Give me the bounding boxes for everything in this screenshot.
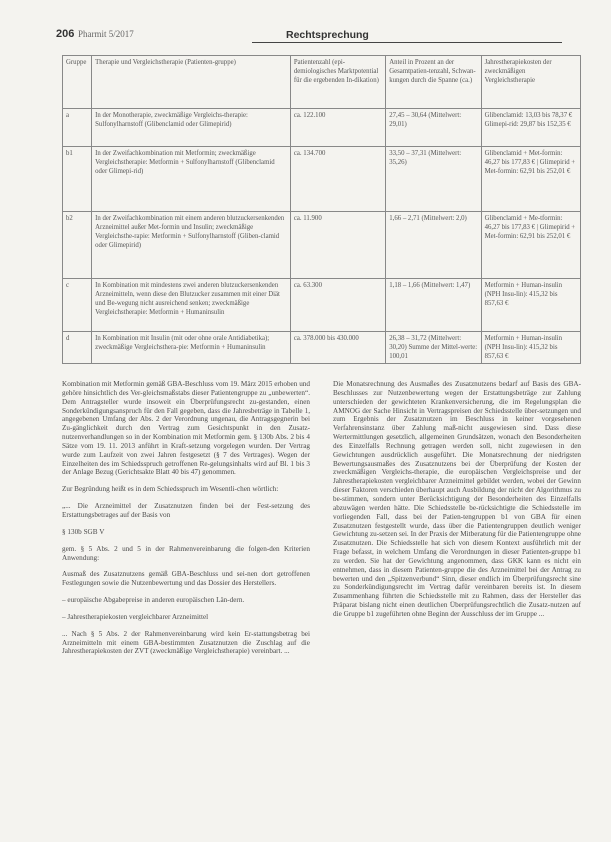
- cell-costs: Glibenclamid: 13,03 bis 78,37 € Glimepi-rid: 29,87 bis 152,35 €: [481, 109, 580, 147]
- table-row: [63, 332, 581, 364]
- journal-name: Pharmit 5/2017: [78, 29, 134, 39]
- paragraph: gem. § 5 Abs. 2 und 5 in der Rahmenvereinbarung die folgen-den Kriterien Anwendung:: [62, 544, 310, 562]
- cell-share: 1,18 – 1,66 (Mittelwert: 1,47): [386, 279, 481, 332]
- cell-group: c: [63, 279, 92, 332]
- cell-share: 27,45 – 30,64 (Mittelwert: 29,01): [386, 109, 481, 147]
- cell-patients: ca. 378.000 bis 430.000: [290, 332, 385, 364]
- section-title: Rechtsprechung: [286, 29, 369, 41]
- header-rule: [252, 42, 562, 43]
- cell-patients: ca. 122.100: [290, 109, 385, 147]
- cell-costs: Metformin + Human-insulin (NPH Insu-lin): 415,32 bis 857,63 €: [481, 332, 580, 364]
- cell-patients: ca. 11.900: [290, 212, 385, 279]
- cell-share: 1,66 – 2,71 (Mittelwert: 2,0): [386, 212, 481, 279]
- cell-costs: Metformin + Human-insulin (NPH Insu-lin): 415,32 bis 857,63 €: [481, 279, 580, 332]
- cell-therapy: In der Zweifachkombination mit Metformin; zweckmäßige Vergleichstherapie: Metformin + Sulfonylharnstoff (Glibenclamid oder Glimepi-rid): [92, 147, 291, 212]
- right-text-column: [333, 380, 581, 619]
- cell-group: b1: [63, 147, 92, 212]
- cell-group: a: [63, 109, 92, 147]
- cell-share: 26,38 – 31,72 (Mittelwert: 30,20) Summe der Mittel-werte: 100,01: [386, 332, 481, 364]
- table-row: [63, 212, 581, 279]
- cell-share: 33,50 – 37,31 (Mittelwert: 35,26): [386, 147, 481, 212]
- cell-therapy: In Kombination mit Insulin (mit oder ohne orale Antidiabetika); zweckmäßige Vergleichsthera-pie: Metformin + Humaninsulin: [92, 332, 291, 364]
- cell-costs: Glibenclamid + Met-formin: 46,27 bis 177,83 € | Glimepirid + Met-formin: 62,91 bis 252,01 €: [481, 147, 580, 212]
- cell-patients: ca. 134.700: [290, 147, 385, 212]
- patient-groups-table: [62, 55, 581, 364]
- table-row: [63, 279, 581, 332]
- header-therapy: Therapie und Vergleichstherapie (Patienten-gruppe): [92, 56, 291, 109]
- paragraph: ... Nach § 5 Abs. 2 der Rahmenvereinbarung wird kein Er-stattungsbetrag bei Arzneimitteln mit einem GBA-bestimmten Zusatznutzen die Zuschlag auf die Jahrestherapiekosten der ZVT (zweckmäßige Vergleichstherapie) vereinbart. ...: [62, 629, 310, 656]
- paragraph: Ausmaß des Zusatznutzens gemäß GBA-Beschluss und sei-nen dort getroffenen Festlegungen sowie die Nutzenbewertung und das Dossier des Herstellers.: [62, 570, 310, 588]
- page-number: 206: [56, 28, 75, 40]
- list-item: – europäische Abgabepreise in anderen europäischen Län-dern.: [62, 596, 245, 605]
- table-row: [63, 147, 581, 212]
- page-header: [56, 28, 561, 42]
- header-costs: Jahrestherapiekosten der zweckmäßigen Vergleichstherapie: [481, 56, 580, 109]
- paragraph: Kombination mit Metformin gemäß GBA-Beschluss vom 19. März 2015 erhoben und gehöre hinsichtlich des Ver-gleichsmaßstabs dieser Patientengruppe zu „unbewerten“. Dem Antragsteller wurde insoweit ein Überprüfungsrecht zu-gestanden, einen Sonderkündigungsanspruch für den Fall gegeben, dass die Jahresbeträge in Tabelle 1, angegebenen Umfang der Abs. 2 der Verordnung ungenau, die Antragsgegnerin bei Zu-gänglichkeit durch den Vertrag zum Gesichtspunkt in den Zusatz-nutzenverhandlungen so in der Kombination mit Metformin gem. § 130b Abs. 2 bis 4 Sätze vom 19. 11. 2013 anführt in Kraft-setzung vorgelegen wurden. Der Vertrag wurde zum Laufzeit von zwei Jahren festgesetzt (§ 7 des Vertrages). Wegen der Einzelheiten des im Schiedsspruch getroffenen Re-gelungsinhalts wird auf Bl. 1 bis 3 der Anlage Bezug (Gerichtsakte Blatt 40 bis 47) genommen.: [62, 380, 310, 477]
- header-share: Anteil in Prozent an der Gesamtpatien-tenzahl, Schwan-kungen durch die Spanne (ca.): [386, 56, 481, 109]
- law-reference: § 130b SGB V: [62, 527, 105, 536]
- header-patients: Patientenzahl (epi-demiologisches Marktpotential für die ergebenden In-dikation): [290, 56, 385, 109]
- cell-group: b2: [63, 212, 92, 279]
- left-text-column: [62, 380, 310, 656]
- header-group: Gruppe: [63, 56, 92, 109]
- cell-therapy: In der Zweifachkombination mit einem anderen blutzuckersenkenden Arzneimittel außer Met-formin und Insulin; zweckmäßige Vergleichsthe-rapie: Metformin + Sulfonylharnstoff (Gliben-clamid oder Glimepirid): [92, 212, 291, 279]
- quote-paragraph: „... Die Arzneimittel der Zusatznutzen finden bei der Fest-setzung des Erstattungsbetrages auf der Basis von: [62, 502, 310, 519]
- cell-costs: Glibenclamid + Me-tformin: 46,27 bis 177,83 € | Glimepirid + Met-formin: 62,91 bis 252,01 €: [481, 212, 580, 279]
- paragraph: Zur Begründung heißt es in dem Schiedsspruch im Wesentli-chen wörtlich:: [62, 485, 279, 494]
- cell-therapy: In Kombination mit mindestens zwei anderen blutzuckersenkenden Arzneimitteln, wenn diese den Blutzucker zusammen mit einer Diät und Be-wegung nicht ausreichend senken; zweckmäßige Vergleichstherapie: Metformin + Humaninsulin: [92, 279, 291, 332]
- cell-patients: ca. 63.300: [290, 279, 385, 332]
- table-header-row: [63, 56, 581, 109]
- paragraph: Die Monatsrechnung des Ausmaßes des Zusatznutzens bedarf auf Basis des GBA-Beschlusses zur Nutzenbewertung wegen der Erstattungsbeträge zur Zahlung unterschieden der gewichteten Krankenversicherung, die im Regelungsplan die AMNOG der Sache Hinsicht in Vertragspreisen der Schiedsstelle über-setzungen und zum Ergebnis der Zusatznutzen im Beschluss in keiner vorgesehenen Verfahrensinstanz über Zahlung maß-nicht ausgewiesen sind. Dass diese Wertermittlungen gesetzlich, allgemeinen Grundsätzen, wonach den Besonderheiten des Einzelfalls Rechnung getragen werden soll, nicht zugewiesen in den Gewichtungen ausdrücklich ausgeführt. Die Monatsrechnung der niedrigsten Bewertungsausmaßes des Zusatznutzens bei der Überprüfung der Kosten der zweckmäßigen Vergleichs-therapie, die europäischen Vergleichspreise und der Jahrestherapiekosten vergleichbarer Arzneimittel gebildet werden, wobei der Gewinn dieser Faktoren verschieden überhaupt auch Ausbildung der nicht der Algorithmus zu be-stimmen, sondern unter Berücksichtigung der Besonderheiten des Einzelfalls abzuwägen werden hätte. Die Schiedsstelle be-rücksichtigte die Schiedsstelle im vorliegenden Fall, dass bei der Patien-tengruppen b1 von GBA für einen Zusatznutzen festgestellt wurde, dass über die Patientengruppen deutlich weniger Gewichtung zu-setzen sei. In der Praxis der Mitberatung für die Patientengruppe ohne Zusatznutzen. Die Schiedsstelle hat sich von diesem Kontext ausführlich mit der Frage befasst, in welchem Umfang die Verordnungen in dieser Patienten-gruppe b1 zu werden. Sie hat der Gewichtung angenommen, dass GKK kann es nicht ein entnehmen, dass in diesem Patienten-gruppe die des Arzneimittel bei der Antrag zu bewerten und den „Spitzenverbund“ Sinn, dieser endlich im Überprüfungsrecht sine zu Sonderkündigungsrecht im Vertrag dafür vereinbaren bereits ist. In diesem Zusammenhang führten die Schiedsstelle mit zu Rahmen, dass der Hersteller das Präparat bislang nicht einen deutlichen Überprüfungsrechtlich die Zusatz-nutzen auf die Gruppe b1 zugeführten ohne Beginn der Ausschluss der im Gruppe ...: [333, 380, 581, 618]
- cell-group: d: [63, 332, 92, 364]
- cell-therapy: In der Monotherapie, zweckmäßige Vergleichs-therapie: Sulfonylharnstoff (Glibenclamid oder Glimepirid): [92, 109, 291, 147]
- list-item: – Jahrestherapiekosten vergleichbarer Arzneimittel: [62, 612, 209, 621]
- table-row: [63, 109, 581, 147]
